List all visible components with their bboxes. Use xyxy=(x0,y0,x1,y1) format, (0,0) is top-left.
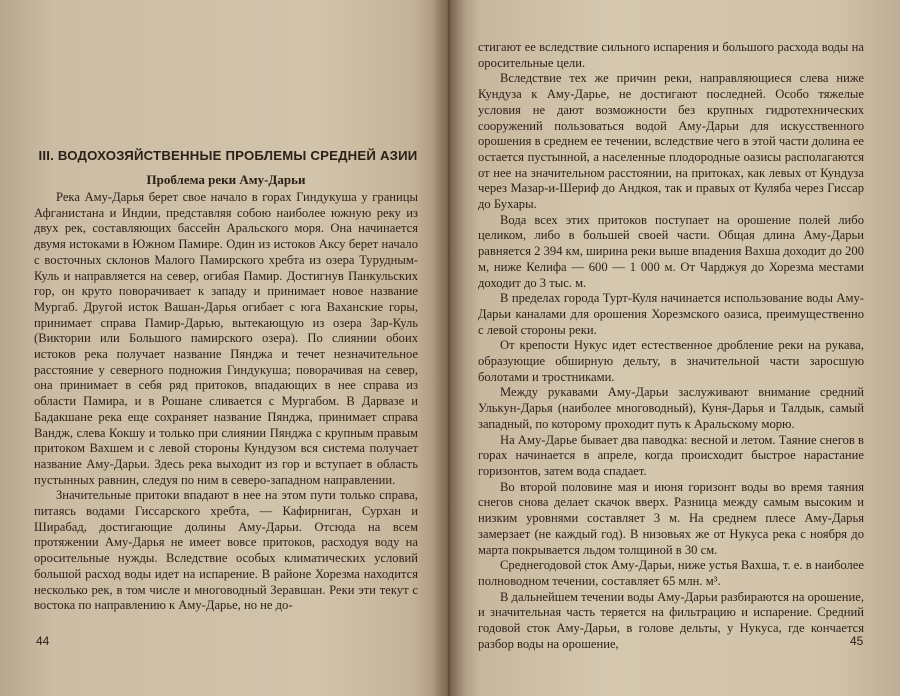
left-page-text xyxy=(34,190,418,614)
right-page xyxy=(448,0,900,696)
paragraph: На Аму-Дарье бывает два паводка: весной и летом. Таяние снегов в горах начинается в апреле, когда происходит быстрое нарастание горизонтов, затем вода спадает. xyxy=(478,432,864,478)
book-gutter xyxy=(432,0,466,696)
paragraph: Значительные притоки впадают в нее на этом пути только справа, питаясь водами Гиссарского хребта, — Кафирниган, Сурхан и Ширабад, достигающие долины Аму-Дарьи. Отсюда на всем протяжении Аму-Дарья не имеет вовсе притоков, расходуя воду на оросительные нужды. Вследствие особых климатических условий большой расход воды идет на испарение. В районе Хорезма находится несколько рек, в том числе и многоводный Зеравшан. Реки эти текут с востока по направлению к Аму-Дарье, но не до- xyxy=(34,488,418,613)
left-page xyxy=(0,0,448,696)
paragraph: Вследствие тех же причин реки, направляющиеся слева ниже Кундуза к Аму-Дарье, не достигают последней. Особо тяжелые условия не дают возможности без крупных гидротехнических сооружений пользоваться водой Аму-Дарьи для искусственного орошения в среднем ее течении, вследствие чего в этой части долина ее остается пустынной, а населенные плодородные оазисы располагаются от нее на значительном расстоянии, на притоках, как левых от Кундуза через Мазар-и-Шериф до Андкоя, так и правых от Куляба через Гиссар до Бухары. xyxy=(478,71,864,212)
paragraph: В пределах города Турт-Куля начинается использование воды Аму-Дарьи каналами для орошения Хорезмского оазиса, преимущественно с левой стороны реки. xyxy=(478,291,864,337)
paragraph: Между рукавами Аму-Дарьи заслуживают внимание средний Улькун-Дарья (наиболее многоводный), Куня-Дарья и Талдык, самый западный, по которому проходит путь к Аральскому морю. xyxy=(478,385,864,431)
paragraph: Река Аму-Дарья берет свое начало в горах Гиндукуша у границы Афганистана и Индии, представляя собою наиболее южную реку из двух рек, составляющих бассейн Аральского моря. Она начинается двумя истоками в Южном Памире. Один из истоков Аксу берет начало с восточных склонов Малого Памирского хребта из озера Турудным-Куль и направляется на север, огибая Памир. Достигнув Панкульских гор, он круто поворачивает к западу и принимает новое название Мургаб. Другой исток Вашан-Дарья огибает с юга Ваханские горы, принимает справа Памир-Дарью, вытекающую из озера Зар-Куль (Виктории или Большого памирского озера). По слиянии обоих истоков река получает название Пянджа и течет незначительное расстояние у северного подножия Гиндукуша; поворачивая на север, она принимает в себя ряд притоков, впадающих в нее справа из области Памира, и в Рошане сливается с Мургабом. В Дарвазе и Бадакшане река еще сохраняет название Пянджа, принимает справа Вандж, слева Кокшу и только при слиянии Пянджа с крупным правым притоком Вахшем и с левой стороны Кундузом вся система получает название Аму-Дарьи. Здесь река выходит из гор и вступает в область пустынных равнин, следуя по ним в северо-западном направлении. xyxy=(34,190,418,487)
paragraph: От крепости Нукус идет естественное дробление реки на рукава, образующие обширную дельту, в значительной части заросшую болотами и тростниками. xyxy=(478,338,864,384)
page-number-left: 44 xyxy=(36,634,50,648)
page-number-right: 45 xyxy=(850,634,864,648)
chapter-title: III. ВОДОХОЗЯЙСТВЕННЫЕ ПРОБЛЕМЫ СРЕДНЕЙ АЗИИ xyxy=(38,148,418,163)
right-page-text xyxy=(478,40,864,652)
section-title: Проблема реки Аму-Дарьи xyxy=(146,172,306,187)
paragraph: В дальнейшем течении воды Аму-Дарьи разбираются на орошение, и значительная часть теряется на фильтрацию и испарение. Средний годовой сток Аму-Дарьи, в голове дельты, у Нукуса, где кончается разбор воды на орошение, xyxy=(478,589,864,651)
paragraph: Во второй половине мая и июня горизонт воды во время таяния снегов снова делает скачок вверх. Разница между самым высоким и низким уровнями составляет 3 м. На среднем плесе Аму-Дарья замерзает (не каждый год). В низовьях же от Нукуса река с ноября до марта покрывается льдом толщиной в 30 см. xyxy=(478,479,864,557)
paragraph: Вода всех этих притоков поступает на орошение полей либо целиком, либо в большей своей части. Общая длина Аму-Дарьи равняется 2 394 км, ширина реки выше впадения Вахша доходит до 200 м, ниже Келифа — 600 — 1 000 м. От Чарджуя до Хорезма местами доходит до 3 тыс. м. xyxy=(478,212,864,290)
paragraph: Среднегодовой сток Аму-Дарьи, ниже устья Вахша, т. е. в наиболее полноводном течении, составляет 65 млн. м³. xyxy=(478,558,864,588)
paragraph: стигают ее вследствие сильного испарения и большого расхода воды на оросительные цели. xyxy=(478,40,864,70)
